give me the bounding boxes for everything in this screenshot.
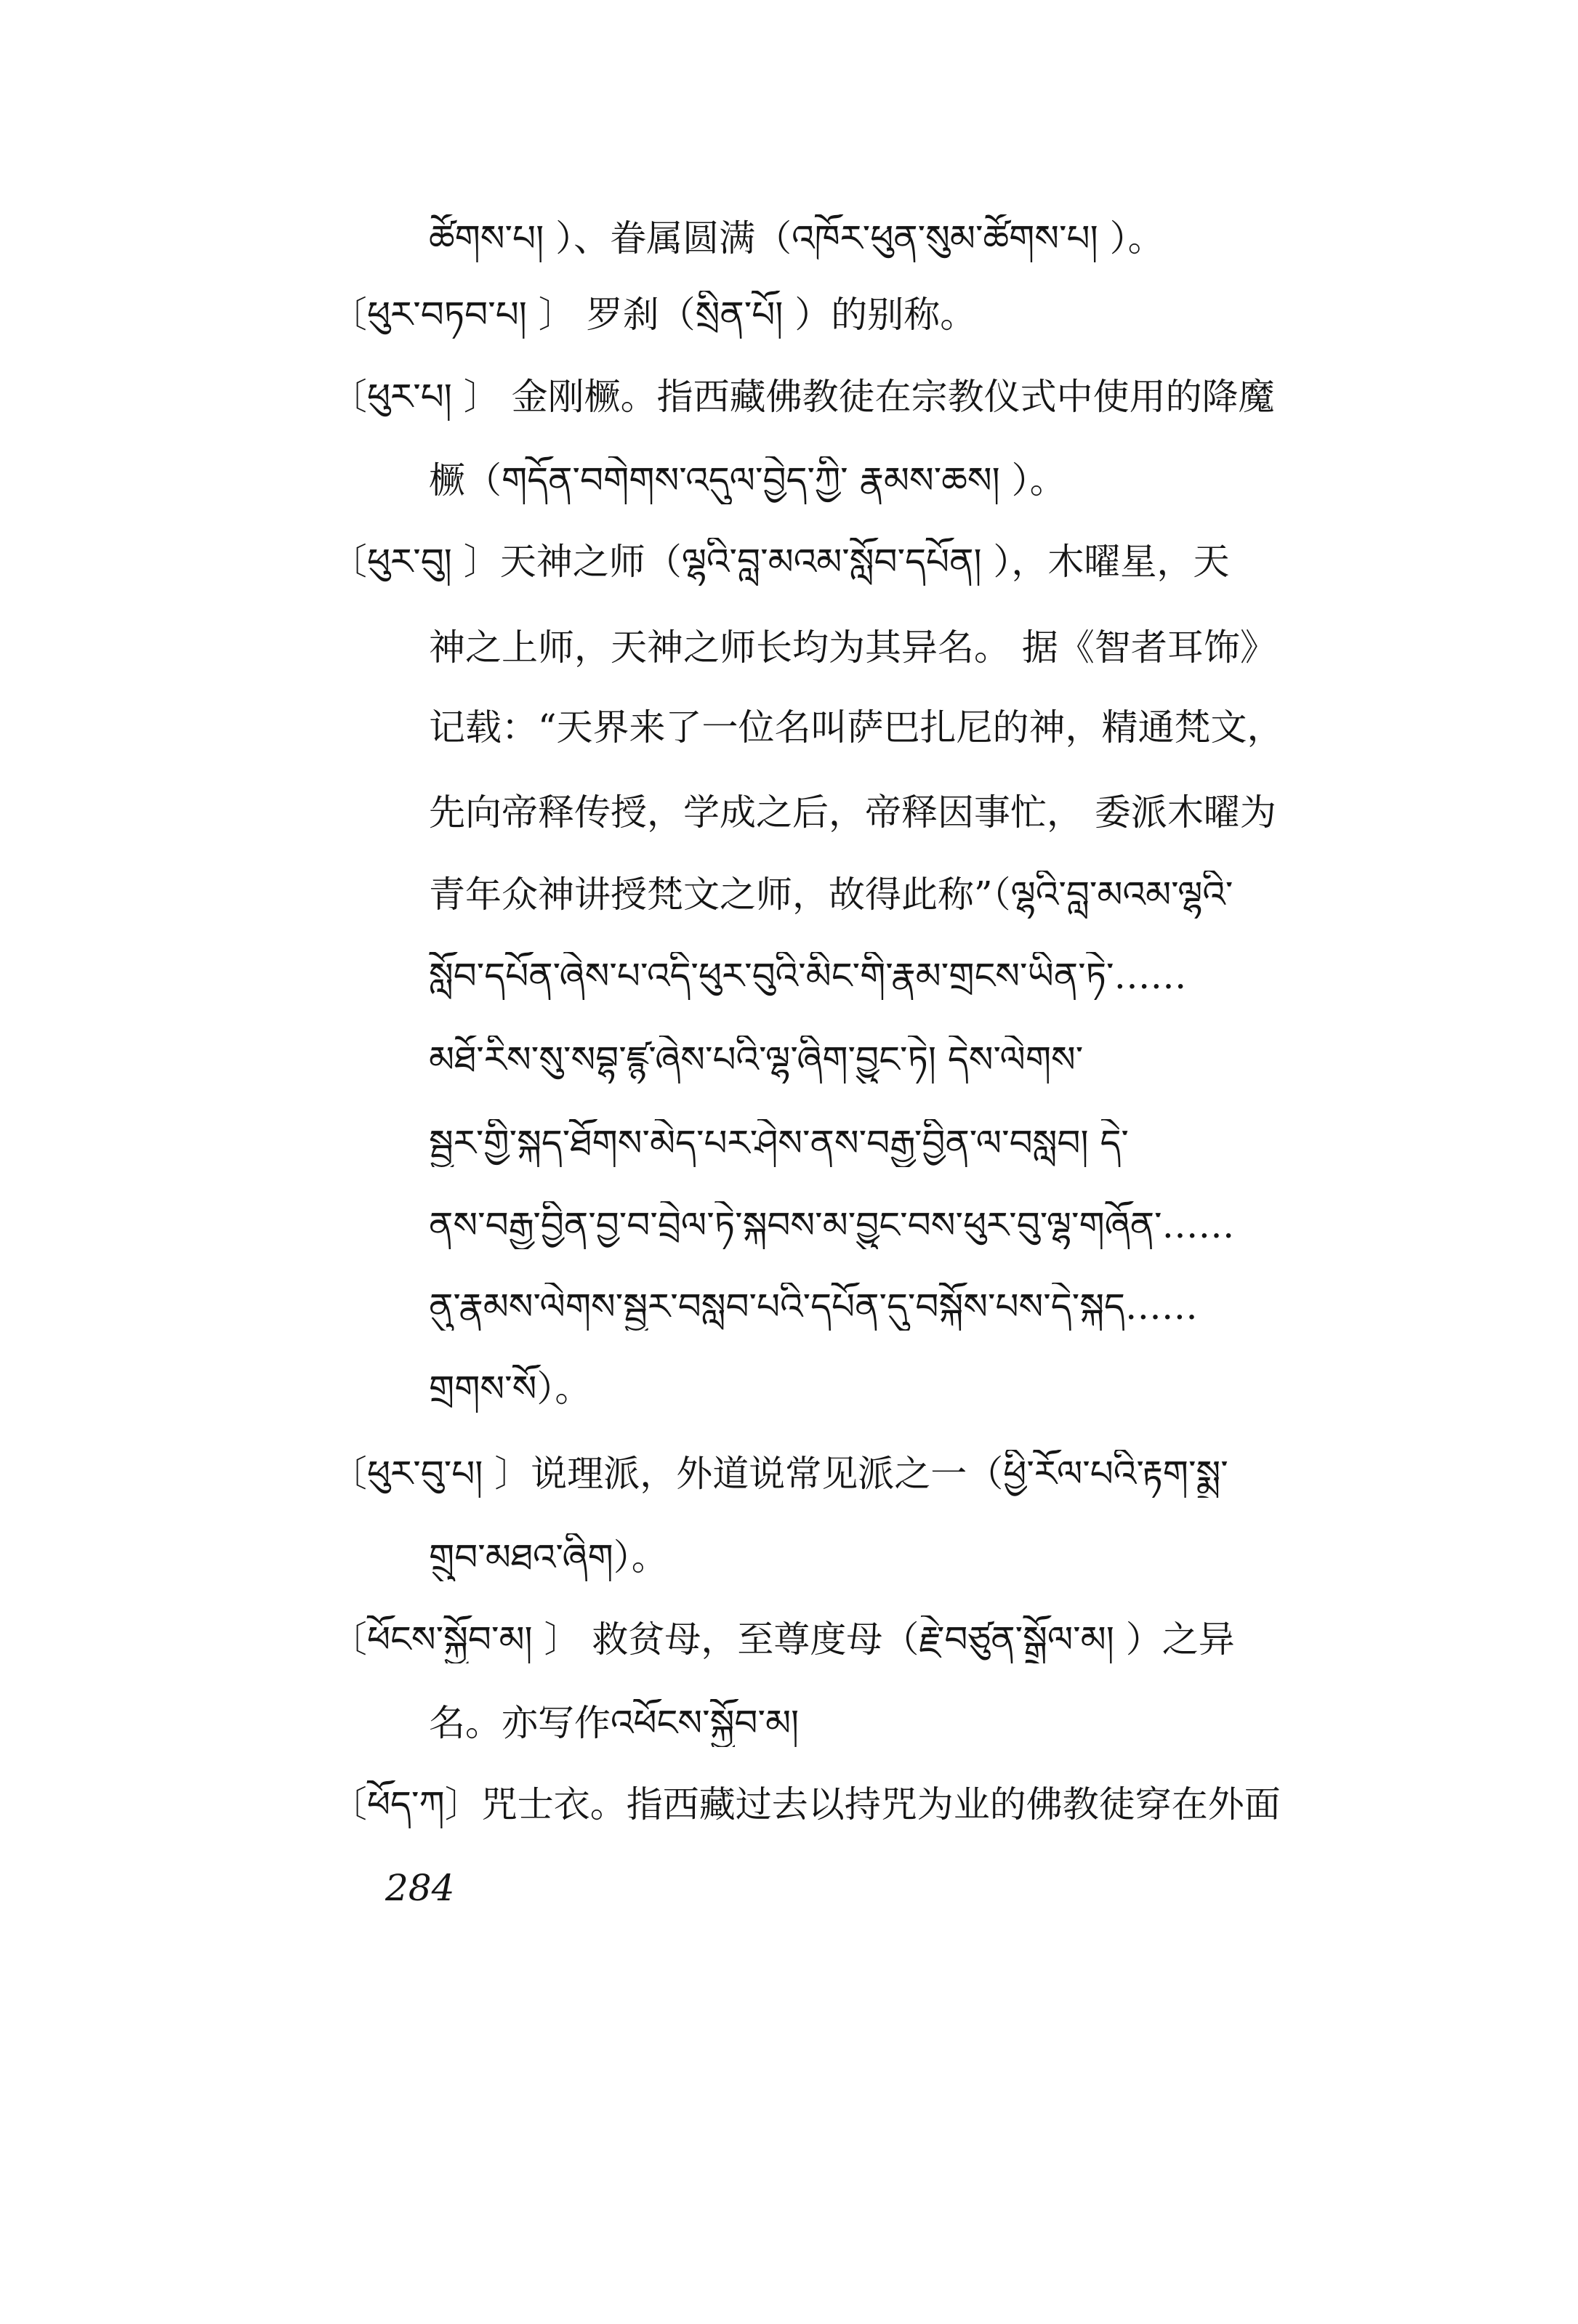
text-line: གྲགས་སོ）。	[429, 1368, 592, 1410]
dictionary-entry: 〔ཕུར་བུ་པ། 〕说理派，外道说常见派之一（ཕྱི་རོལ་པའི་རྟག་སྨྲ་	[331, 1453, 1228, 1495]
dictionary-entry: 〔ཕུར་པ། 〕 金刚橛。指西藏佛教徒在宗教仪式中使用的降魔	[331, 376, 1275, 418]
text-line: 记载：“天界来了一位名叫萨巴扎尼的神，精通梵文，	[429, 706, 1284, 749]
text-line: 神之上师，天神之师长均为其异名。 据《智者耳饰》	[429, 626, 1276, 669]
text-line: གྲུབ་མཐའ་ཞིག）。	[429, 1536, 668, 1578]
dictionary-entry: 〔ཕོངས་སྐྱོབ་མ། 〕 救贫母，至尊度母（རྗེ་བཙུན་སྒྲོལ་མ། ）之异	[331, 1618, 1235, 1661]
dictionary-entry: 〔ཕུར་བུ། 〕天神之师（ལྷའི་བླ་མའམ་སློབ་དཔོན། ），木曜星，天	[331, 541, 1230, 583]
text-line: ནུ་རྣམས་ལེགས་སྦྱར་བསླབ་པའི་དཔོན་དུ་བསྐོས་པས་དེ་སྐད……	[429, 1286, 1198, 1328]
text-line: ནས་བརྒྱ་བྱིན་བྱ་བ་བྲེལ་ཏེ་སྐབས་མ་བྱུང་བས་ཕུར་བུ་ལྷ་གཞོན་……	[429, 1204, 1235, 1246]
page-number: 284	[385, 1867, 455, 1909]
dictionary-entry: 〔ཕུར་བཏབ་པ། 〕 罗刹（སྲིན་པོ། ）的别称。	[331, 294, 977, 336]
dictionary-entry: 〔ཕོད་ཀ〕咒士衣。指西藏过去以持咒为业的佛教徒穿在外面	[331, 1783, 1281, 1825]
text-line: 先向帝释传授，学成之后，帝释因事忙， 委派木曜为	[429, 791, 1276, 834]
text-line: 青年众神讲授梵文之师，故得此称”（ལྷའི་བླ་མའམ་ལྷའི་	[429, 873, 1233, 916]
text-line: 橛（གདོན་བགེགས་འདུལ་བྱེད་ཀྱི་ རྣམས་ཆས། ）。	[429, 459, 1066, 501]
text-line: ཚོགས་པ། ）、眷属圆满（འཁོར་ཕུན་སུམ་ཚོགས་པ། ）。	[429, 217, 1164, 259]
text-line: སློབ་དཔོན་ཞེས་པ་འདི་ཕུར་བུའི་མིང་གི་རྣམ་གྲངས་ཡིན་ཏེ་……	[429, 955, 1187, 997]
text-line: 名。亦写作འཕོངས་སྐྱོབ་མ།	[429, 1702, 800, 1744]
text-line: སྦྱར་གྱི་སྐད་ཐོགས་མེད་པར་ཤེས་ནས་བརྒྱ་བྱིན་ལ་བསླབ། དེ་	[429, 1122, 1129, 1164]
text-line: མཐོ་རིས་སུ་སབྷ་ཛྙ་ཞེས་པའི་ལྷ་ཞིག་བྱུང་ཏེ། དེས་ལེགས་	[429, 1038, 1084, 1081]
